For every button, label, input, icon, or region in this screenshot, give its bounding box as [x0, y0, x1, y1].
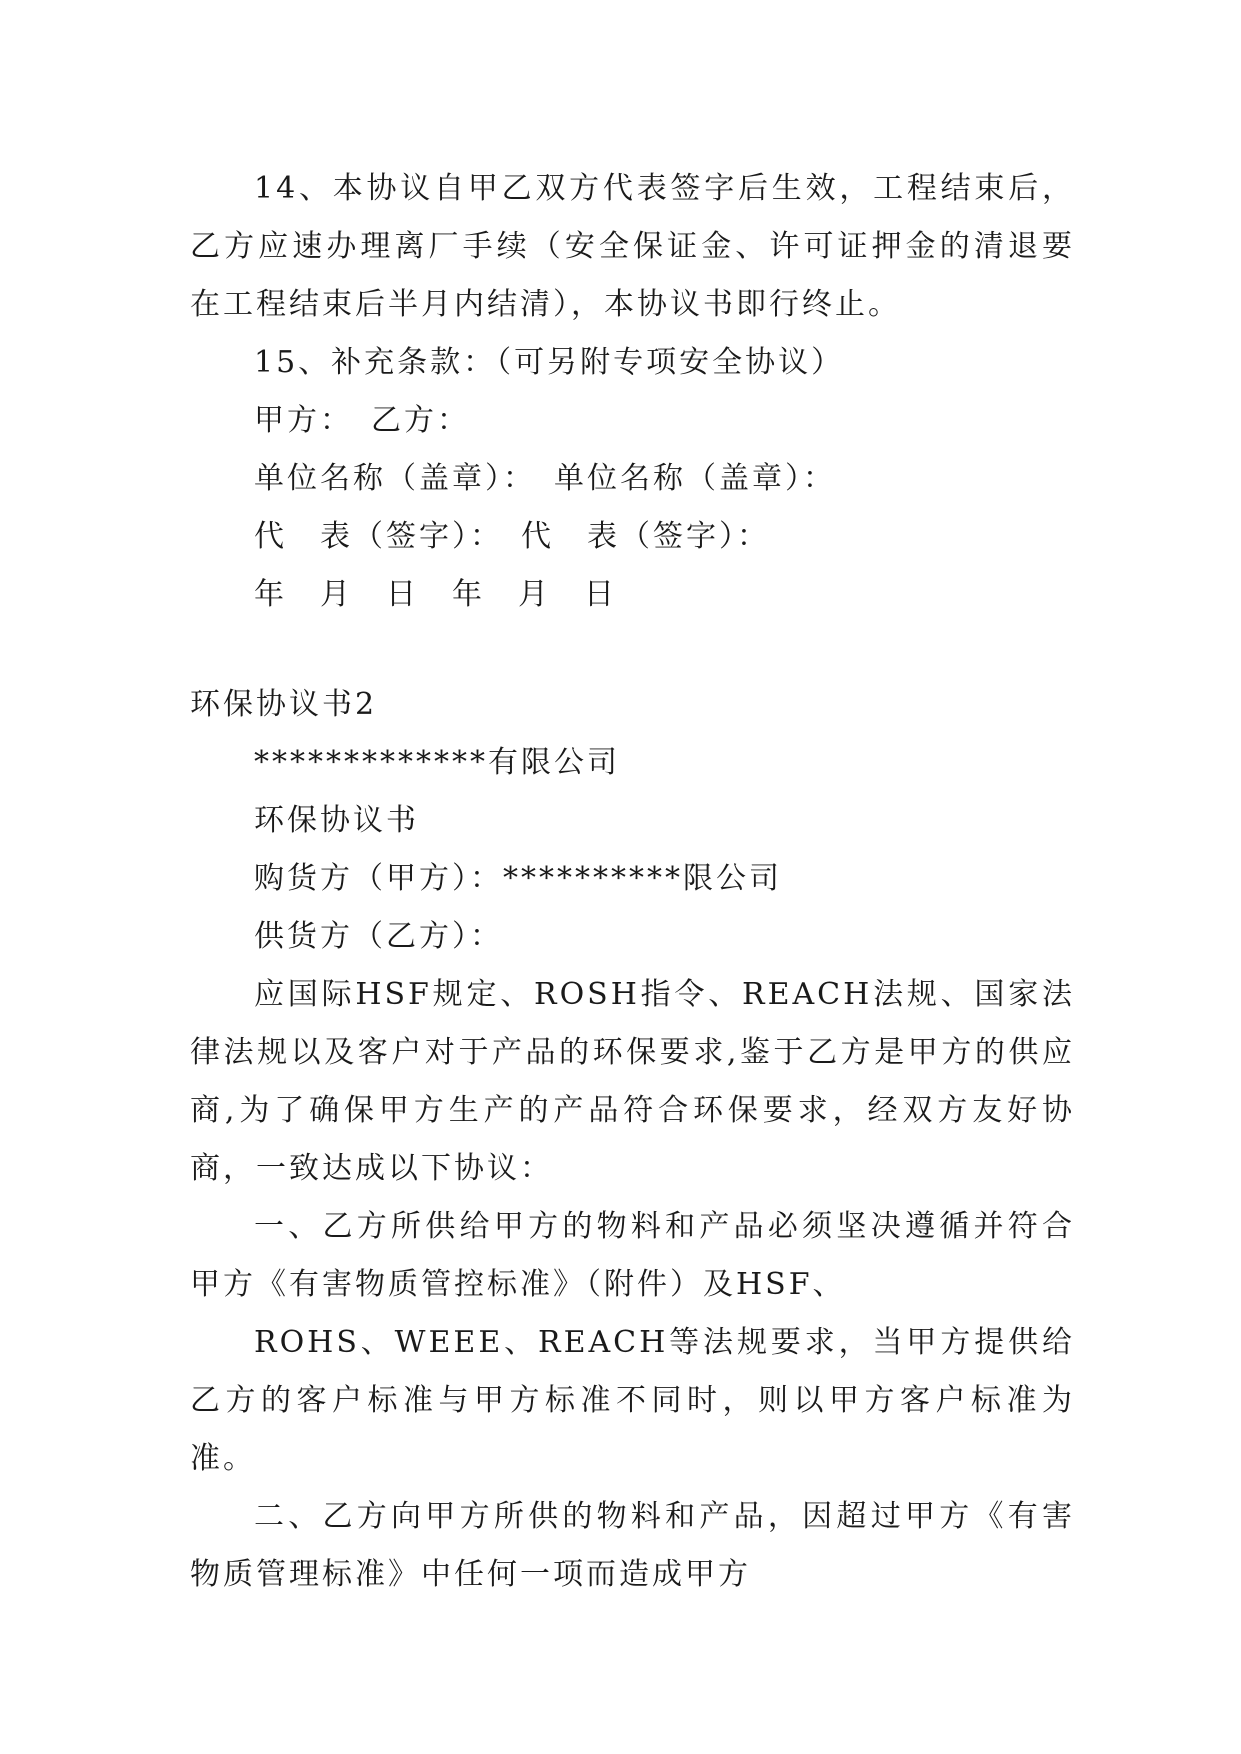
intro-paragraph: 应国际HSF规定、ROSH指令、REACH法规、国家法律法规以及客户对于产品的环保要求,鉴于乙方是甲方的供应商,为了确保甲方生产的产品符合环保要求，经双方友好协商，一致达成以下协议：: [190, 977, 1075, 1186]
parties-line: 甲方： 乙方：: [254, 403, 470, 438]
document-body: [190, 160, 1075, 1604]
document-title: 环保协议书: [254, 803, 419, 838]
clause-15: 15、补充条款：（可另附专项安全协议）: [254, 345, 845, 380]
supplier-line: 供货方（乙方）：: [254, 919, 503, 954]
item-2: 二、乙方向甲方所供的物料和产品，因超过甲方《有害物质管理标准》中任何一项而造成甲方: [190, 1499, 1075, 1592]
company-name: *************有限公司: [254, 745, 620, 780]
section-heading: 环保协议书2: [190, 687, 378, 722]
clause-14: 14、本协议自甲乙双方代表签字后生效，工程结束后，乙方应速办理离厂手续（安全保证金、许可证押金的清退要在工程结束后半月内结清），本协议书即行终止。: [190, 171, 1075, 322]
buyer-line: 购货方（甲方）：**********限公司: [254, 861, 782, 896]
item-1-part-1: 一、乙方所供给甲方的物料和产品必须坚决遵循并符合甲方《有害物质管控标准》（附件）及HSF、: [190, 1209, 1075, 1302]
item-1-part-2: ROHS、WEEE、REACH等法规要求，当甲方提供给乙方的客户标准与甲方标准不同时，则以甲方客户标准为准。: [190, 1325, 1075, 1476]
representative-line: 代 表（签字）： 代 表（签字）：: [254, 519, 770, 554]
date-line: 年 月 日 年 月 日: [254, 577, 617, 612]
unit-name-line: 单位名称（盖章）： 单位名称（盖章）：: [254, 461, 836, 496]
